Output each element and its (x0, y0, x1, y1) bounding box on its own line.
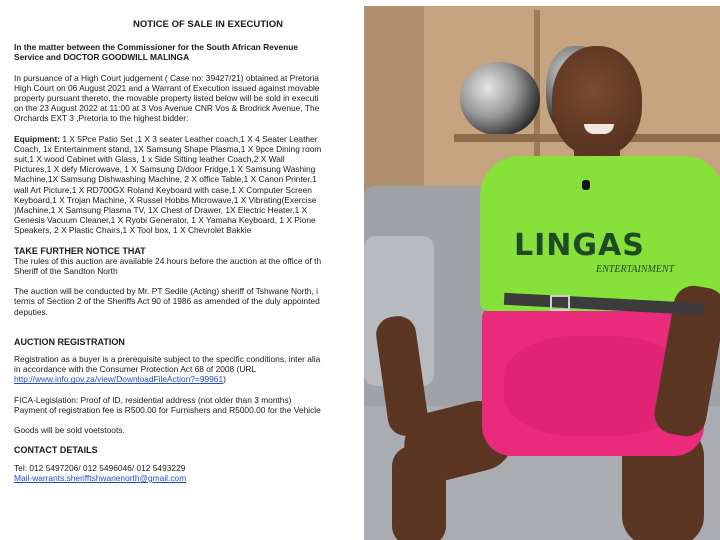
vase-left (460, 62, 540, 136)
shirt-logo: LINGAS (514, 228, 645, 263)
voetstoots-line: Goods will be sold voetstoots. (14, 425, 125, 436)
equipment-first: 1 X 5Pce Patio Set ,1 X 3 seater Leather coach,1 X 4 Seater Leather (60, 133, 318, 144)
matter-block (14, 42, 362, 62)
contact-tel: Tel: 012 5497206/ 012 5496046/ 012 5493229 (14, 462, 186, 473)
wall-panel (364, 6, 424, 206)
auctioneer-line: deputies. (14, 306, 48, 317)
equipment-line: wall Art Picture,1 X RD700GX Roland Keyboard with case,1 X Computer Screen (14, 184, 312, 195)
further-notice-heading: TAKE FURTHER NOTICE THAT (14, 245, 146, 256)
fica-line: Payment of registration fee is R500.00 for Furnishers and R5000.00 for the Vehicle (14, 404, 321, 415)
equipment-line: Coach, 1x Entertainment stand, 1X Samsung Shape Plasma,1 X 9pce Dining room (14, 143, 322, 154)
shirt-logo-sub: ENTERTAINMENT (596, 264, 675, 275)
person-left-shin (392, 446, 446, 540)
fica-line: FICA-Legislation: Proof of ID, residential address (not older than 3 months) (14, 394, 292, 405)
rules-line: Sheriff of the Sandton North (14, 266, 118, 277)
auction-registration-heading: AUCTION REGISTRATION (14, 336, 125, 347)
equipment-line: suit,1 X wood Cabinet with Glass, 1 x Side Sitting leather Coach,2 X Wall (14, 154, 285, 165)
intro-line: High Court on 06 August 2021 and a Warrant of Execution issued against movable (14, 82, 320, 93)
equipment-line: Genesis Vacuum Cleaner,1 X Ryobi Generator, 1 X Yamaha Keyboard, 1 X Pione (14, 215, 316, 226)
matter-line: In the matter between the Commissioner for the South African Revenue (14, 42, 299, 53)
intro-paragraph (14, 73, 362, 124)
contact-heading: CONTACT DETAILS (14, 445, 98, 456)
registration-url-link[interactable]: http://www.info.gov.za/view/DownloadFileAction?=99961 (14, 374, 224, 385)
matter-line: Service and DOCTOR GOODWILL MALINGA (14, 52, 190, 63)
equipment-list (14, 134, 362, 236)
equipment-line: Pictures,1 X defy Microwave, 1 X Samsung D/door Fridge,1 X Samsung Washing (14, 164, 316, 175)
registration-line: Registration as a buyer is a prerequisite subject to the specific conditions, inter alia (14, 354, 321, 365)
notice-title: NOTICE OF SALE IN EXECUTION (133, 19, 283, 30)
rules-line: The rules of this auction are available 24 hours before the auction at the office of th (14, 255, 322, 266)
registration-line: in accordance with the Consumer Protection Act 68 of 2008 (URL (14, 364, 257, 375)
registration-url-close: ) (223, 374, 226, 385)
intro-line: Orchards EXT 3 ,Pretoria to the highest bidder: (14, 113, 189, 124)
equipment-line (14, 134, 362, 144)
equipment-label: Equipment: (14, 133, 61, 144)
auctioneer-line: The auction will be conducted by Mr. PT Sedile (Acting) sheriff of Tshwane North, i (14, 286, 318, 297)
belt-buckle (550, 295, 570, 311)
person-head (552, 46, 642, 156)
equipment-line: Speakers, 2 X Plastic Chairs,1 X Tool box, 1 X Chevrolet Bakkie (14, 225, 252, 236)
shirt-sleeve (674, 176, 720, 286)
equipment-line: Keyboard,1 X Trojan Machine, X Russel Hobbs Microwave,1 X Vibrating(Exercise (14, 194, 317, 205)
contact-email-link[interactable]: Mail-warrants.sherifftshwanenorth@gmail.com (14, 472, 187, 483)
lapel-mic-icon (582, 180, 590, 190)
auctioneer-line: terms of Section 2 of the Sheriffs Act 90 of 1986 as amended of the duly appointed (14, 296, 320, 307)
intro-line: on the 23 August 2022 at 11:00 at 3 Vos Avenue CNR Vos & Brodrick Avenue, The (14, 103, 320, 114)
intro-line: property pursuant thereto, the movable property listed below will be sold in executi (14, 93, 319, 104)
intro-line: In pursuance of a High Court judgement ( Case no: 39427/21) obtained at Pretoria (14, 72, 319, 83)
equipment-line: )Machine,1 X Samsung Plasma TV, 1X Chest of Drawer, 1X Electric Heater,1 X (14, 205, 308, 216)
equipment-line: Machine,1X Samsung Dishwashing Machine, 2 X office Table,1 X Canon Printer,1 (14, 174, 317, 185)
registration-url-line (14, 374, 362, 384)
photo-panel (364, 6, 720, 540)
